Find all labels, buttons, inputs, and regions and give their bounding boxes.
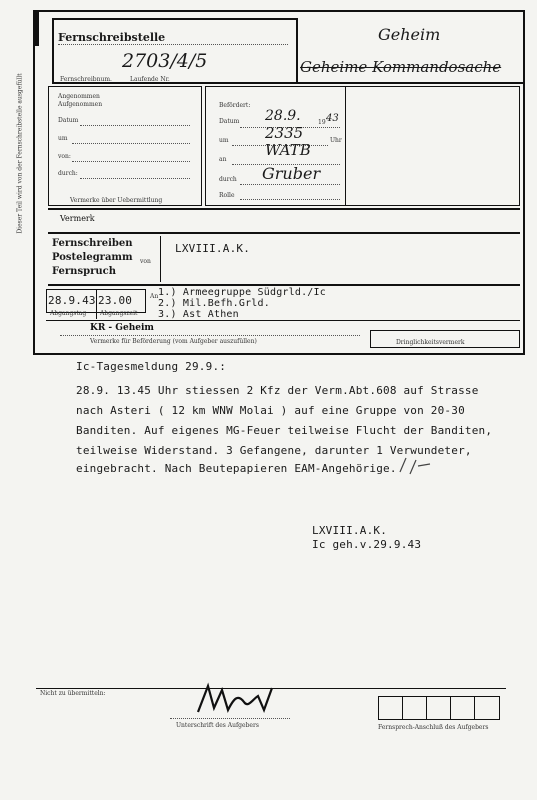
- mode-fernspruch: Fernspruch: [52, 266, 116, 277]
- dispatch-date-divider: [96, 289, 97, 319]
- message-line-5: eingebracht. Nach Beutepapieren EAM-Angehörige.: [76, 462, 397, 475]
- signature-underline: [170, 718, 290, 719]
- forwarded-by-label: durch: [219, 176, 237, 183]
- routing-value: KR - Geheim: [90, 323, 154, 333]
- forwarded-to-value: WATB: [265, 141, 311, 159]
- fs-number-label: Fernschreibnum.: [60, 76, 112, 83]
- routing-note: Vermerke für Beförderung (vom Aufgeber auszufüllen): [90, 338, 257, 345]
- dispatch-time-label: Abgangszeit: [100, 310, 138, 317]
- dispatch-to-label: An: [150, 293, 159, 300]
- received-label-datum: Datum: [58, 117, 79, 124]
- handwritten-number: 2703/4/5: [122, 50, 208, 72]
- signature-label: Unterschrift des Aufgebers: [176, 722, 259, 729]
- handwritten-signature: [192, 680, 282, 720]
- received-label-durch: durch:: [58, 170, 78, 177]
- message-line-2: nach Asteri ( 12 km WNW Molai ) auf eine Gruppe von 20-30: [76, 404, 465, 417]
- phone-label: Fernsprech-Anschluß des Aufgebers: [378, 724, 489, 731]
- from-bottom-line: [48, 284, 520, 286]
- forwarded-roll-label: Rolle: [219, 192, 235, 199]
- phone-box-div-1: [402, 696, 403, 720]
- signature-line-1: LXVIII.A.K.: [312, 524, 388, 537]
- forwarded-box: [205, 86, 520, 206]
- mode-postelegramm: Postelegramm: [52, 252, 133, 263]
- forwarded-year-prefix: 19: [318, 119, 326, 126]
- forwarded-time-suffix: Uhr: [330, 137, 342, 144]
- received-line-von: [72, 161, 190, 162]
- forwarded-to-label: an: [219, 156, 227, 163]
- message-subject: Ic-Tagesmeldung 29.9.:: [76, 360, 227, 373]
- signature-line-2: Ic geh.v.29.9.43: [312, 538, 422, 551]
- dispatch-time-value: 23.00: [98, 294, 133, 307]
- not-transmit-label: Nicht zu übermitteln:: [40, 690, 106, 697]
- forwarded-time-label: um: [219, 137, 229, 144]
- from-value: LXVIII.A.K.: [175, 242, 251, 255]
- from-label: von: [140, 258, 151, 265]
- form-title: Fernschreibstelle: [58, 31, 166, 44]
- struck-classification: Geheime Kommandosache: [300, 58, 502, 76]
- phone-box-div-4: [474, 696, 475, 720]
- received-line-um: [72, 143, 190, 144]
- vermerk-label: Vermerk: [60, 214, 95, 223]
- from-vertical: [160, 236, 161, 282]
- lfd-nr-label: Laufende Nr.: [130, 76, 170, 83]
- received-line-datum: [80, 125, 190, 126]
- received-line-durch: [80, 178, 190, 179]
- forwarded-year-value: 43: [326, 113, 339, 124]
- phone-box-div-2: [426, 696, 427, 720]
- forwarded-by-value: Gruber: [262, 164, 321, 183]
- form-title-line: [58, 44, 288, 45]
- dispatch-date-label: Abgangstag: [50, 310, 87, 317]
- received-footer: Vermerke über Uebermittlung: [70, 197, 163, 204]
- left-edge-bar: [33, 10, 39, 46]
- routing-top-line: [46, 320, 520, 321]
- vermerk-bottom-line: [48, 232, 520, 234]
- side-text: Dieser Teil wird von der Fernschreibstelle ausgefüllt: [16, 73, 24, 234]
- handwritten-initials-mark: [396, 454, 436, 478]
- message-line-3: Banditen. Auf eigenes MG-Feuer teilweise Flucht der Banditen,: [76, 424, 493, 437]
- forwarded-date-value: 28.9.: [265, 108, 301, 124]
- forwarded-title: Befördert:: [219, 102, 251, 109]
- phone-box: [378, 696, 500, 720]
- forwarded-line-roll: [240, 199, 340, 200]
- message-line-1: 28.9. 13.45 Uhr stiessen 2 Kfz der Verm.Abt.608 auf Strasse: [76, 384, 479, 397]
- routing-line: [60, 335, 360, 336]
- mode-fernschreiben: Fernschreiben: [52, 238, 133, 249]
- received-label-von: von:: [58, 153, 71, 160]
- received-label-aufgenommen: Aufgenommen: [58, 101, 103, 108]
- forwarded-date-label: Datum: [219, 118, 240, 125]
- message-line-4: teilweise Widerstand. 3 Gefangene, darunter 1 Verwundeter,: [76, 444, 472, 457]
- header-underline: [296, 82, 525, 84]
- recipient-3: 3.) Ast Athen: [158, 309, 239, 320]
- received-label-angenommen: Angenommen: [58, 93, 100, 100]
- received-label-um: um: [58, 135, 68, 142]
- forwarded-time-value: 2335: [265, 124, 304, 142]
- phone-box-div-3: [450, 696, 451, 720]
- priority-label: Dringlichkeitsvermerk: [396, 339, 465, 346]
- forwarded-inner-divider: [345, 86, 346, 206]
- vermerk-top-line: [48, 208, 520, 210]
- classification-stamp: Geheim: [378, 25, 441, 44]
- forwarded-line-by: [240, 184, 340, 185]
- recipient-1: 1.) Armeegruppe Südgrld./Ic: [158, 287, 326, 298]
- recipient-2: 2.) Mil.Befh.Grld.: [158, 298, 270, 309]
- dispatch-date-value: 28.9.43: [48, 294, 96, 307]
